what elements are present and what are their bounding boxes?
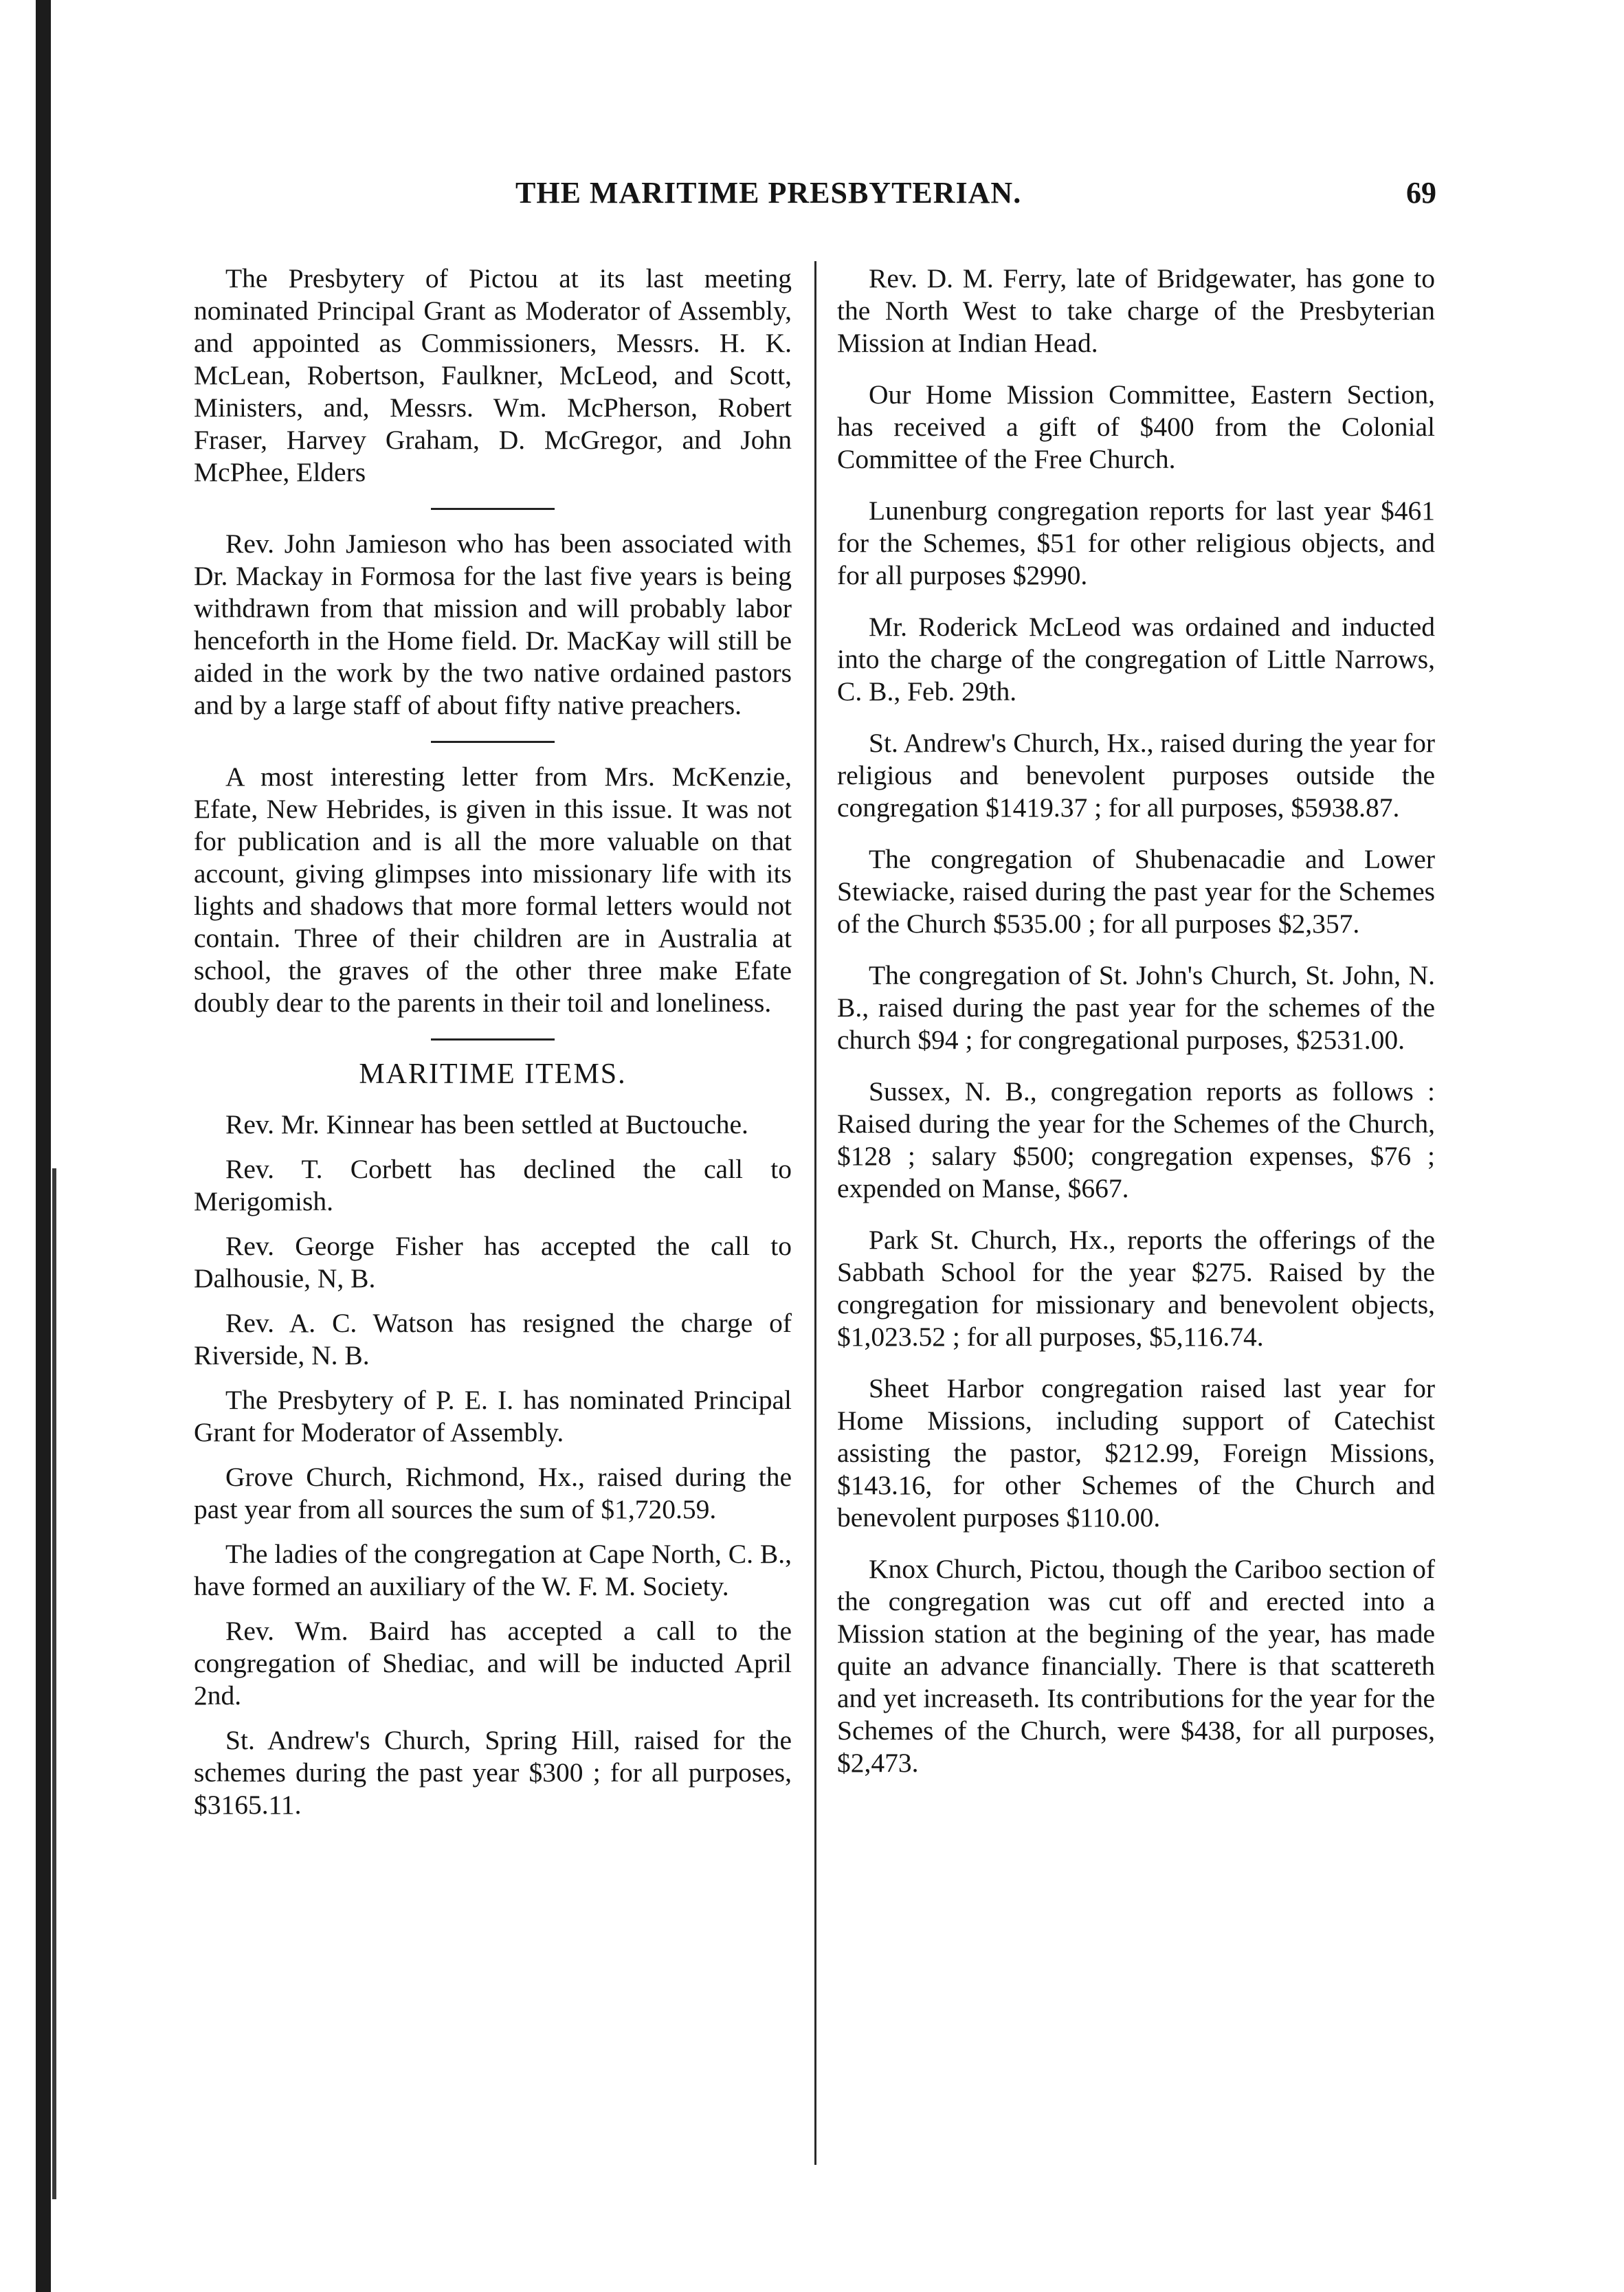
news-item: Sussex, N. B., congregation reports as follows : Raised during the year for the Schemes of the Church, $128 ; salary $500; congregation expenses, $76 ; expended on Manse, $667. (837, 1076, 1435, 1203)
news-item: Mr. Roderick McLeod was ordained and inducted into the charge of the congregation of Little Narrows, C. B., Feb. 29th. (837, 612, 1435, 706)
scan-edge-shadow (52, 1168, 56, 2199)
news-item: Sheet Harbor congregation raised last year for Home Missions, including support of Catechist assisting the pastor, $212.99, Foreign Missions, $143.16, for other Schemes of the Church and benevolent purposes $110.00. (837, 1373, 1435, 1533)
news-item: Park St. Church, Hx., reports the offerings of the Sabbath School for the year $275. Raised by the congregation for missionary and benevolent objects, $1,023.52 ; for all purposes, $5,116.74. (837, 1225, 1435, 1352)
news-item: St. Andrew's Church, Spring Hill, raised for the schemes during the past year $300 ; for all purposes, $3165.11. (194, 1725, 792, 1820)
news-item: Grove Church, Richmond, Hx., raised during the past year from all sources the sum of $1,720.59. (194, 1462, 792, 1524)
news-item: Lunenburg congregation reports for last year $461 for the Schemes, $51 for other religious objects, and for all purposes $2990. (837, 496, 1435, 590)
news-item: Rev. George Fisher has accepted the call to Dalhousie, N, B. (194, 1231, 792, 1293)
news-item: The congregation of Shubenacadie and Lower Stewiacke, raised during the past year for the Schemes of the Church $535.00 ; for all purposes $2,357. (837, 844, 1435, 939)
running-title: THE MARITIME PRESBYTERIAN. (515, 176, 1022, 210)
news-item: Rev. T. Corbett has declined the call to Merigomish. (194, 1154, 792, 1216)
section-heading: MARITIME ITEMS. (359, 1058, 627, 1090)
news-item: Our Home Mission Committee, Eastern Section, has received a gift of $400 from the Colonial Committee of the Free Church. (837, 379, 1435, 474)
right-column (837, 263, 1435, 1799)
page-header (192, 175, 1436, 223)
paragraph-mckenzie-letter: A most interesting letter from Mrs. McKenzie, Efate, New Hebrides, is given in this issue. It was not for publication and is all the more valuable on that account, giving glimpses into missionary life with its lights and shadows that more formal letters would not contain. Three of their children are in Australia at school, the graves of the other three make Efate doubly dear to the parents in their toil and loneliness. (194, 761, 792, 1018)
separator-rule (431, 1038, 555, 1041)
news-item: Rev. D. M. Ferry, late of Bridgewater, has gone to the North West to take charge of the Presbyterian Mission at Indian Head. (837, 263, 1435, 358)
separator-rule (431, 741, 555, 743)
news-item: St. Andrew's Church, Hx., raised during the year for religious and benevolent purposes outside the congregation $1419.37 ; for all purposes, $5938.87. (837, 728, 1435, 823)
separator-rule (431, 508, 555, 510)
news-item: The congregation of St. John's Church, St. John, N. B., raised during the past year for the schemes of the church $94 ; for congregational purposes, $2531.00. (837, 960, 1435, 1055)
page-number: 69 (1406, 176, 1436, 210)
scan-edge-bar (36, 0, 51, 2292)
news-item: Rev. Mr. Kinnear has been settled at Buctouche. (225, 1109, 748, 1139)
news-item: The Presbytery of P. E. I. has nominated Principal Grant for Moderator of Assembly. (194, 1385, 792, 1447)
news-item: Rev. Wm. Baird has accepted a call to the congregation of Shediac, and will be inducted April 2nd. (194, 1616, 792, 1711)
news-item: The ladies of the congregation at Cape North, C. B., have formed an auxiliary of the W. F. M. Society. (194, 1539, 792, 1601)
news-item: Rev. A. C. Watson has resigned the charge of Riverside, N. B. (194, 1308, 792, 1370)
news-item: Knox Church, Pictou, though the Cariboo section of the congregation was cut off and erected into a Mission station at the begining of the year, has made quite an advance financially. There is that scattereth and yet increaseth. Its contributions for the year for the Schemes of the Church, were $438, for all purposes, $2,473. (837, 1554, 1435, 1778)
left-column (194, 263, 792, 1834)
column-divider (814, 261, 816, 2165)
paragraph-jamieson: Rev. John Jamieson who has been associated with Dr. Mackay in Formosa for the last five years is being withdrawn from that mission and will probably labor henceforth in the Home field. Dr. MacKay will still be aided in the work by the two native ordained pastors and by a large staff of about fifty native preachers. (194, 529, 792, 720)
paragraph-presbytery-pictou: The Presbytery of Pictou at its last meeting nominated Principal Grant as Moderator of Assembly, and appointed as Commissioners, Messrs. H. K. McLean, Robertson, Faulkner, McLeod, and Scott, Ministers, and, Messrs. Wm. McPherson, Robert Fraser, Harvey Graham, D. McGregor, and John McPhee, Elders (194, 263, 792, 487)
